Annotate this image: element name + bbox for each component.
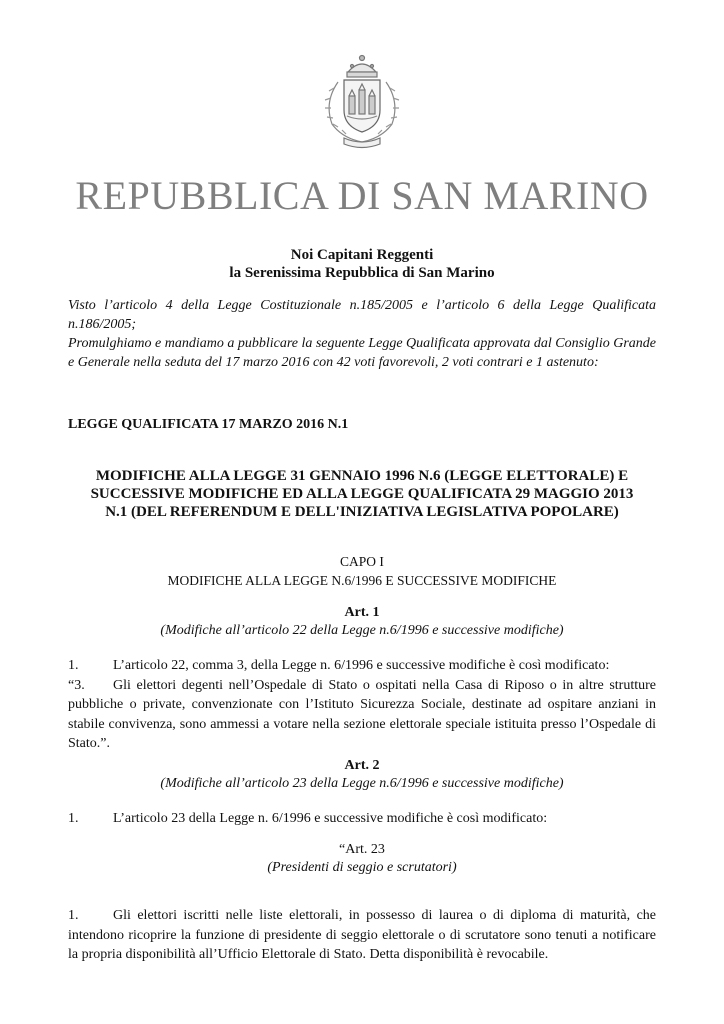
article-number: “Art. 23 <box>339 842 385 857</box>
paragraph-text: Gli elettori iscritti nelle liste elettorali, in possesso di laurea o di diploma di maturità, che intendono ricoprire la funzione di presidente di seggio elettorale o di scrutatore sono tenuti a notificare la propria disponibilità all’Ufficio Elettorale di Stato. Detta disponibilità è revocabile. <box>68 908 656 962</box>
article-paragraph <box>68 809 656 829</box>
capo-title: MODIFICHE ALLA LEGGE N.6/1996 E SUCCESSIVE MODIFICHE <box>167 573 557 588</box>
article-subtitle: (Modifiche all’articolo 23 della Legge n.6/1996 e successive modifiche) <box>160 776 564 791</box>
preamble-paragraph: Promulghiamo e mandiamo a pubblicare la seguente Legge Qualificata approvata dal Consiglio Grande e Generale nella seduta del 17 marzo 2016 con 42 voti favorevoli, 2 voti contrari e 1 astenuto: <box>68 336 656 370</box>
article-subtitle: (Presidenti di seggio e scrutatori) <box>267 860 457 875</box>
capo-label: CAPO I <box>340 554 384 569</box>
paragraph-text: Gli elettori degenti nell’Ospedale di Stato o ospitati nella Casa di Riposo o in altre strutture pubbliche o private, convenzionate con l’Istituto Sicurezza Sociale, destinate ad ospitare anziani in stabile convivenza, sono ammessi a votare nella sezione elettorale speciale istituita presso l’Ospedale di Stato.”. <box>68 677 656 751</box>
law-title-line: N.1 (DEL REFERENDUM E DELL'INIZIATIVA LEGISLATIVA POPOLARE) <box>105 504 619 520</box>
paragraph-number: 1. <box>68 811 79 826</box>
regents-line: la Serenissima Repubblica di San Marino <box>229 265 495 281</box>
article-subtitle: (Modifiche all’articolo 22 della Legge n.6/1996 e successive modifiche) <box>160 623 564 638</box>
paragraph-number: “3. <box>68 677 85 693</box>
article-number: Art. 1 <box>344 605 380 620</box>
preamble-paragraph: Visto l’articolo 4 della Legge Costituzionale n.185/2005 e l’articolo 6 della Legge Qualificata n.186/2005; <box>68 298 656 332</box>
article-paragraph <box>68 656 656 754</box>
preamble <box>68 296 656 372</box>
regents-heading <box>0 246 724 282</box>
republic-title: REPUBBLICA DI SAN MARINO <box>75 173 649 218</box>
law-title-line: SUCCESSIVE MODIFICHE ED ALLA LEGGE QUALIFICATA 29 MAGGIO 2013 <box>90 486 634 502</box>
paragraph-text: L’articolo 22, comma 3, della Legge n. 6/1996 e successive modifiche è così modificato: <box>113 658 610 673</box>
paragraph-text: L’articolo 23 della Legge n. 6/1996 e successive modifiche è così modificato: <box>113 811 548 826</box>
law-title-line: MODIFICHE ALLA LEGGE 31 GENNAIO 1996 N.6 (LEGGE ELETTORALE) E <box>95 468 629 484</box>
law-reference: LEGGE QUALIFICATA 17 MARZO 2016 N.1 <box>68 417 349 432</box>
capo-heading <box>0 552 724 590</box>
san-marino-coat-of-arms-icon <box>318 52 406 150</box>
paragraph-number: 1. <box>68 658 79 673</box>
article-heading <box>0 841 724 877</box>
article-heading <box>0 757 724 793</box>
regents-line: Noi Capitani Reggenti <box>290 247 434 263</box>
article-heading <box>0 604 724 640</box>
article-paragraph <box>68 906 656 965</box>
article-number: Art. 2 <box>344 758 380 773</box>
law-title <box>68 467 656 521</box>
paragraph-number: 1. <box>68 908 79 923</box>
